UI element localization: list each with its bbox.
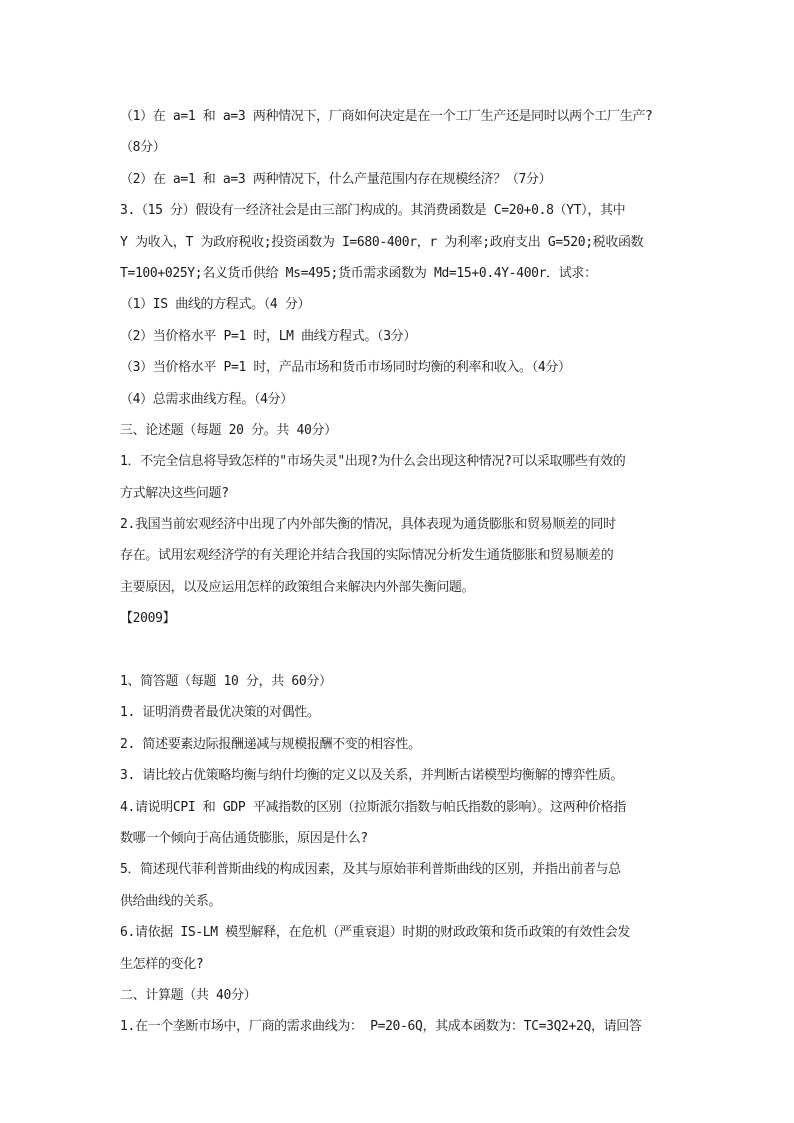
text-line: 供给曲线的关系。 — [120, 893, 222, 909]
text-line: T=100+025Y;名义货币供给 Ms=495;货币需求函数为 Md=15+0.4Y-400r．试求： — [120, 265, 597, 281]
text-line: （8分） — [120, 140, 166, 156]
section-heading: 1、简答题（每题 10 分，共 60分） — [120, 674, 332, 690]
year-heading: 【2009】 — [120, 611, 176, 627]
text-line: 3. 请比较占优策略均衡与纳什均衡的定义以及关系，并判断古诺模型均衡解的博弈性质。 — [120, 768, 624, 784]
text-line: 1.在一个垄断市场中，厂商的需求曲线为： P=20-6Q，其成本函数为：TC=3Q2+2Q，请回答 — [120, 1019, 642, 1035]
text-line: （4）总需求曲线方程。（4分） — [120, 391, 293, 407]
text-line: 数哪一个倾向于高估通货膨胀，原因是什么? — [120, 830, 368, 846]
text-line: 1．不完全信息将导致怎样的"市场失灵"出现?为什么会出现这种情况?可以采取哪些有效的 — [120, 454, 626, 470]
text-line: （2）当价格水平 P=1 时，LM 曲线方程式。（3分） — [120, 328, 416, 344]
text-line: 6.请依据 IS-LM 模型解释，在危机（严重衰退）时期的财政政策和货币政策的有效性会发 — [120, 925, 631, 941]
document-body — [120, 101, 680, 1043]
section-heading: 三、论述题（每题 20 分。共 40分） — [120, 422, 337, 438]
text-line: 2. 简述要素边际报酬递减与规模报酬不变的相容性。 — [120, 736, 421, 752]
section-heading: 二、计算题（共 40分） — [120, 987, 257, 1003]
text-line: 方式解决这些问题? — [120, 485, 229, 501]
text-line: 存在。试用宏观经济学的有关理论并结合我国的实际情况分析发生通货膨胀和贸易顺差的 — [120, 548, 614, 564]
blank-line — [120, 635, 680, 666]
text-line: Y 为收入，T 为政府税收;投资函数为 I=680-400r，r 为利率;政府支出 G=520;税收函数 — [120, 234, 644, 250]
text-line: 2.我国当前宏观经济中出现了内外部失衡的情况，具体表现为通货膨胀和贸易顺差的同时 — [120, 517, 616, 533]
text-line: 3.（15 分）假设有一经济社会是由三部门构成的。其消费函数是 C=20+0.8（YT），其中 — [120, 203, 626, 219]
text-line: （1）在 a=1 和 a=3 两种情况下，厂商如何决定是在一个工厂生产还是同时以两个工厂生产? — [120, 109, 653, 124]
text-line: （3）当价格水平 P=1 时，产品市场和货币市场同时均衡的利率和收入。（4分） — [120, 360, 571, 376]
text-line: 主要原因，以及应运用怎样的政策组合来解决内外部失衡问题。 — [120, 579, 475, 595]
text-line: 5．简述现代菲利普斯曲线的构成因素，及其与原始菲利普斯曲线的区别，并指出前者与总 — [120, 862, 621, 878]
text-line: （1）IS 曲线的方程式。（4 分） — [120, 297, 311, 313]
text-line: 1. 证明消费者最优决策的对偶性。 — [120, 705, 320, 721]
text-line: （2）在 a=1 和 a=3 两种情况下，什么产量范围内存在规模经济？（7分） — [120, 171, 552, 187]
text-line: 生怎样的变化? — [120, 956, 204, 972]
text-line: 4.请说明CPI 和 GDP 平减指数的区别（拉斯派尔指数与帕氏指数的影响）。这两种价格指 — [120, 799, 626, 815]
